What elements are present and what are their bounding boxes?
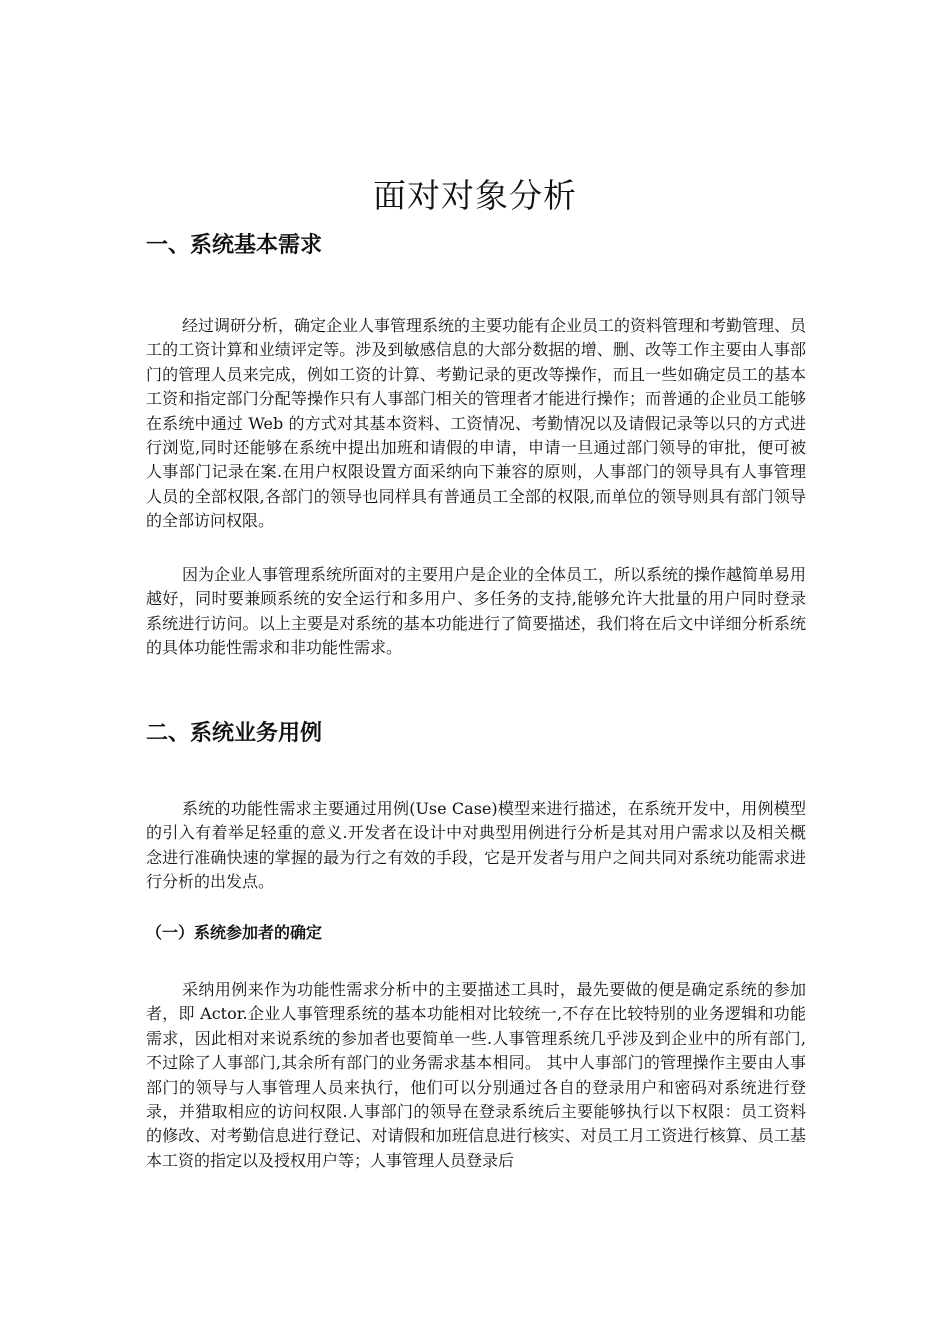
subsection-heading-1: （一）系统参加者的确定 — [146, 923, 323, 942]
paragraph-4: 采纳用例来作为功能性需求分析中的主要描述工具时，最先要做的便是确定系统的参加者，即 Actor.企业人事管理系统的基本功能相对比较统一,不存在比较特别的业务逻辑和功能需求，因此相对来说系统的参加者也要简单一些.人事管理系统几乎涉及到企业中的所有部门,不过除了人事部门,其余所有部门的业务需求基本相同。 其中人事部门的管理操作主要由人事部门的领导与人事管理人员来执行，他们可以分别通过各自的登录用户和密码对系统进行登录，并猎取相应的访问权限.人事部门的领导在登录系统后主要能够执行以下权限：员工资料的修改、对考勤信息进行登记、对请假和加班信息进行核实、对员工月工资进行核算、员工基本工资的指定以及授权用户等；人事管理人员登录后 — [146, 980, 806, 1170]
paragraph-2: 因为企业人事管理系统所面对的主要用户是企业的全体员工，所以系统的操作越简单易用越好，同时要兼顾系统的安全运行和多用户、多任务的支持,能够允许大批量的用户同时登录系统进行访问。以上主要是对系统的基本功能进行了简要描述，我们将在后文中详细分析系统的具体功能性需求和非功能性需求。 — [146, 565, 807, 658]
document-title: 面对对象分析 — [373, 176, 577, 216]
paragraph-1: 经过调研分析，确定企业人事管理系统的主要功能有企业员工的资料管理和考勤管理、员工的工资计算和业绩评定等。涉及到敏感信息的大部分数据的增、删、改等工作主要由人事部门的管理人员来完成，例如工资的计算、考勤记录的更改等操作，而且一些如确定员工的基本工资和指定部门分配等操作只有人事部门相关的管理者才能进行操作；而普通的企业员工能够在系统中通过 Web 的方式对其基本资料、工资情况、考勤情况以及请假记录等以只的方式进行浏览,同时还能够在系统中提出加班和请假的申请，申请一旦通过部门领导的审批，便可被人事部门记录在案.在用户权限设置方面采纳向下兼容的原则，人事部门的领导具有人事管理人员的全部权限,各部门的领导也同样具有普通员工全部的权限,而单位的领导则具有部门领导的全部访问权限。 — [146, 316, 807, 531]
section-heading-1: 一、系统基本需求 — [146, 233, 323, 258]
section-heading-2: 二、系统业务用例 — [146, 721, 323, 746]
paragraph-3: 系统的功能性需求主要通过用例(Use Case)模型来进行描述，在系统开发中，用例模型的引入有着举足轻重的意义.开发者在设计中对典型用例进行分析是其对用户需求以及相关概念进行准确快速的掌握的最为行之有效的手段，它是开发者与用户之间共同对系统功能需求进行分析的出发点。 — [146, 799, 806, 892]
